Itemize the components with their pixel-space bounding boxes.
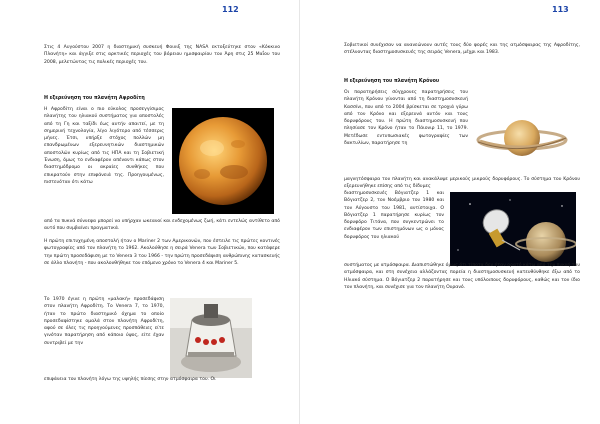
page-number: 112	[222, 5, 239, 14]
saturn-paragraph-wrap: Οι παρατηρήσεις σύγχρονες παρατηρήσεις του πλανήτη Κρόνου γίνονται από τη διαστημοσυσκευή Κασσίνι, που από το 2004 βρίσκεται σε τροχιά γύρω από τον Κρόνο και εξερευνά αυτόν και τους δορυφόρους του. Η πρώτη διαστημοσυσκευή που πλησίασε τον Κρόνο ήταν το Πάιονιρ 11, το 1979. Μετέδωσε εντυπωσιακές φωτογραφίες των δακτυλίων, παρατήρησε τη	[344, 90, 468, 147]
venus-planet-image	[172, 108, 274, 214]
section-heading-saturn: Η εξερεύνηση του πλανήτη Κρόνου	[344, 79, 440, 84]
cassini-spacecraft-image	[450, 192, 576, 266]
intro-paragraph: Στις 4 Αυγούστου 2007 η διαστημική συσκευή Φοινιξ της NASA εκτοξεύτηκε στον «Κόκκινο Πλανήτη» και άγγιξε στις αρκτικές περιοχές του βόρειου ημισφαιρίου του Άρη στις 25 Μαΐου του 2008, μελετώντας τις πολικές περιοχές του.	[44, 45, 280, 65]
venera-capsule-image	[170, 298, 252, 378]
venus-paragraph-continued: από τα πυκνά σύννεφα μπορεί να υπήρχαν ωκεανοί και ενδεχομένως ζωή, κάτι εντελώς αντίθετο από αυτό που συμβαίνει πραγματικά.	[44, 219, 280, 232]
saturn-planet-image	[476, 110, 568, 166]
section-heading-venus: Η εξερεύνηση του πλανήτη Αφροδίτη	[44, 96, 145, 101]
voyager-paragraph-wrap: διαστημοσυσκευές Βόγιατζερ 1 και Βόγιατζερ 2, τον Νοέμβριο του 1980 και τον Αύγουστο του 1981, αντίστοιχα. Ο Βόγιατζερ 1 παρατήρησε κυρίως τον δορυφόρο Τιτάνα, που συγκεντρώνει το ενδιαφέρον των επιστημόνων ως ο μόνος δορυφόρος του ηλιακού	[344, 191, 444, 240]
venus-paragraph-wrap: Η Αφροδίτη είναι ο πιο εύκολος προσεγγίσιμος πλανήτης του ηλιακού συστήματος για αποστολές από τη Γη και ταξίδι έως αυτήν απαιτεί, με τη σημερινή τεχνολογία, λίγο λιγότερο από τέσσερις μήνες. Έτσι, υπήρξε στόχος πολλών μη επανδρωμένων εξερευνητικών διαστημικών αποστολών κυρίως από τις ΗΠΑ και τη Σοβιετική Ένωση, όμως το ενδιαφέρον απέναντι κάπως στον διαστημόδρομο οι ακραίες συνθήκες που επικρατούν στην επιφάνειά της. Προηγουμένως, πιστευόταν ότι κάτω	[44, 107, 164, 185]
mariner-venera-paragraph: Η πρώτη επιτυχημένη αποστολή ήταν ο Mariner 2 των Αμερικανών, που έστειλε τις πρώτες κοντινές φωτογραφίες από τον πλανήτη το 1962. Ακολούθησε η σειρά Venera των Σοβιετικών, που κατάφερε την πρώτη προσεδάφιση με το Venera 3 του 1966 - την πρώτη προσεδάφιση ανθρώπινης κατασκευής σε άλλο πλανήτη - που ακολουθήθηκε τον επόμενο χρόνο το Venera 4 και Mariner 5.	[44, 239, 280, 266]
saturn-paragraph-continued: μαγνητόσφαιρα του πλανήτη και ανακάλυψε μερικούς μικρούς δορυφόρους. Το σύστημα του Κρόνου εξερευνήθηκε επίσης από τις δίδυμες	[344, 177, 580, 190]
venera-paragraph-continued: επιφάνεια του πλανήτη λόγω της υψηλής πίεσης στην ατμόσφαιρα του. Οι	[44, 377, 216, 382]
page-number: 113	[552, 5, 569, 14]
voyager-paragraph-continued: συστήματος με ατμόσφαιρα. Διαπιστώθηκε όμως ότι τίποτα δεν ήταν ορατό κάτω από την πυκνή του ατμόσφαιρα, και στη συνέχεια αλλάζοντας πορεία η διαστημοσυσκευή κατευθύνθηκε έξω από το Ηλιακό σύστημα. Ο Βόγιατζερ 2 παρατήρησε και τους υπόλοιπους δορυφόρους, καθώς και τον ίδιο τον πλανήτη, και συνέχισε για τον πλανήτη Ουρανό.	[344, 263, 580, 290]
right-page	[300, 0, 600, 424]
venera7-paragraph-wrap: Το 1970 έγινε η πρώτη «μαλακή» προσεδάφιση στον πλανήτη Αφροδίτη. Το Venera 7, το 1970, ήταν το πρώτο διαστημικό όχημα το οποίο προσεδαφίστηκε ομαλά στον πλανήτη Αφροδίτη, αφού σε όλες τις προηγούμενες προσπάθειες είτε γινόταν παρατήρηση από κάποιο ύψος, είτε έχαν συντριβεί με την	[44, 297, 164, 346]
venera-conclusion-paragraph: Σοβιετικοί συνέχισαν να ανανεώνουν αυτές τους δύο φορές και της ατμόσφαιρας της Αφροδίτης, στέλνοντας διαστημοσυσκευές της σειράς Venera, μέχρι και 1983.	[344, 43, 580, 56]
